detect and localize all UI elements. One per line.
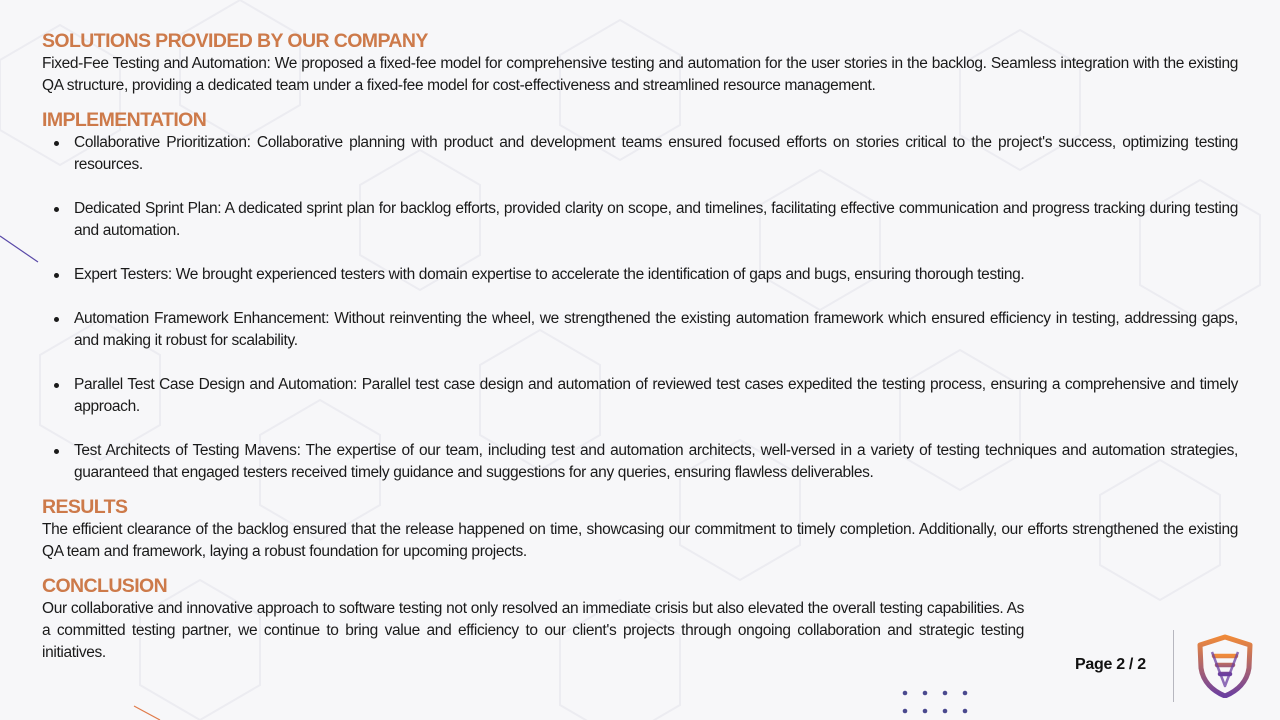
decorative-purple-line bbox=[0, 236, 38, 262]
bullet-icon bbox=[54, 383, 59, 388]
list-item: Test Architects of Testing Mavens: The expertise of our team, including test and automation architects, well-versed in a variety of testing techniques and automation strategies, guaranteed that engaged testers received timely guidance and suggestions for any queries, ensuring flawless deliverables. bbox=[74, 440, 1238, 484]
bullet-icon bbox=[54, 317, 59, 322]
bullet-icon bbox=[54, 141, 59, 146]
list-item: Parallel Test Case Design and Automation: Parallel test case design and automation of reviewed test cases expedited the testing process, ensuring a comprehensive and timely approach. bbox=[74, 374, 1238, 418]
page-number: Page 2 / 2 bbox=[1075, 656, 1146, 673]
results-section bbox=[42, 495, 1238, 563]
main-content bbox=[42, 29, 1238, 675]
results-heading: RESULTS bbox=[42, 496, 128, 518]
implementation-list bbox=[42, 132, 1238, 484]
list-item: Collaborative Prioritization: Collaborative planning with product and development teams ensured focused efforts on stories critical to the project's success, optimizing testing resources. bbox=[74, 132, 1238, 176]
bullet-icon bbox=[54, 273, 59, 278]
solutions-text: Fixed-Fee Testing and Automation: We proposed a fixed-fee model for comprehensive testing and automation for the user stories in the backlog. Seamless integration with the existing QA structure, providing a dedicated team under a fixed-fee model for cost-effectiveness and streamlined resource management. bbox=[42, 55, 1238, 94]
conclusion-text: Our collaborative and innovative approach to software testing not only resolved an immediate crisis but also elevated the overall testing capabilities. As a committed testing partner, we continue to bring value and efficiency to our client's projects through ongoing collaboration and strategic testing initiatives. bbox=[42, 600, 1024, 661]
bullet-icon bbox=[54, 207, 59, 212]
list-item: Dedicated Sprint Plan: A dedicated sprint plan for backlog efforts, provided clarity on scope, and timelines, facilitating effective communication and progress tracking during testing and automation. bbox=[74, 198, 1238, 242]
footer-divider bbox=[1173, 630, 1174, 702]
conclusion-section bbox=[42, 574, 1238, 664]
solutions-section bbox=[42, 29, 1238, 97]
list-item: Automation Framework Enhancement: Without reinventing the wheel, we strengthened the existing automation framework which ensured efficiency in testing, addressing gaps, and making it robust for scalability. bbox=[74, 308, 1238, 352]
conclusion-heading: CONCLUSION bbox=[42, 575, 168, 597]
decorative-orange-line bbox=[134, 706, 160, 720]
decorative-dots bbox=[900, 688, 972, 716]
implementation-section bbox=[42, 108, 1238, 484]
list-item: Expert Testers: We brought experienced testers with domain expertise to accelerate the identification of gaps and bugs, ensuring thorough testing. bbox=[74, 264, 1238, 286]
implementation-heading: IMPLEMENTATION bbox=[42, 109, 207, 131]
results-text: The efficient clearance of the backlog ensured that the release happened on time, showcasing our commitment to timely completion. Additionally, our efforts strengthened the existing QA team and framework, laying a robust foundation for upcoming projects. bbox=[42, 521, 1238, 560]
bullet-icon bbox=[54, 449, 59, 454]
solutions-heading: SOLUTIONS PROVIDED BY OUR COMPANY bbox=[42, 30, 428, 52]
shield-logo-icon bbox=[1195, 634, 1255, 698]
